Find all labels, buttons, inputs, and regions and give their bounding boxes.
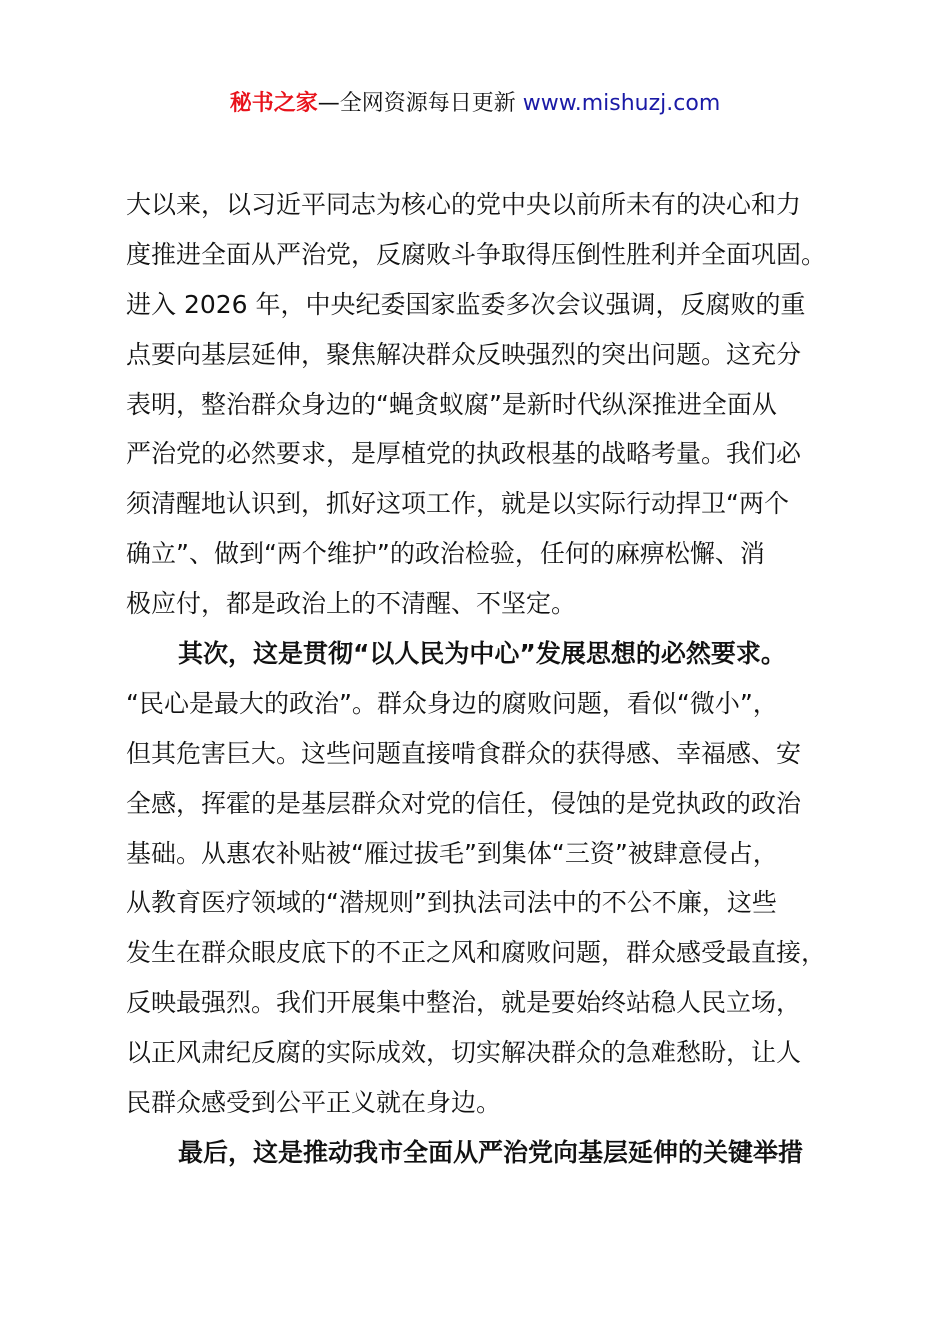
text-line: 度推进全面从严治党，反腐败斗争取得压倒性胜利并全面巩固。: [126, 239, 827, 269]
text-line: 点要向基层延伸，聚焦解决群众反映强烈的突出问题。这充分: [126, 339, 802, 369]
text-line: 极应付，都是政治上的不清醒、不坚定。: [126, 589, 577, 619]
website-link[interactable]: www.mishuzj.com: [522, 91, 721, 116]
brand-name: 秘书之家: [229, 91, 318, 116]
text-line: 但其危害巨大。这些问题直接啃食群众的获得感、幸福感、安: [126, 738, 802, 768]
text-line: 民群众感受到公平正义就在身边。: [126, 1088, 502, 1118]
text-line: “民心是最大的政治”。群众身边的腐败问题，看似“微小”，: [126, 688, 778, 718]
document-body: [126, 186, 856, 1184]
text-line: 严治党的必然要求，是厚植党的执政根基的战略考量。我们必: [126, 439, 802, 469]
text-line: 从教育医疗领域的“潜规则”到执法司法中的不公不廉，这些: [126, 888, 777, 918]
text-line: 进入 2026 年，中央纪委国家监委多次会议强调，反腐败的重: [126, 289, 806, 319]
text-line: 以正风肃纪反腐的实际成效，切实解决群众的急难愁盼，让人: [126, 1038, 802, 1068]
section-heading-last: 最后，这是推动我市全面从严治党向基层延伸的关键举措: [178, 1137, 804, 1167]
text-line: 大以来，以习近平同志为核心的党中央以前所未有的决心和力: [126, 190, 802, 219]
text-line: 全感，挥霍的是基层群众对党的信任，侵蚀的是党执政的政治: [126, 788, 802, 818]
text-line: 发生在群众眼皮底下的不正之风和腐败问题，群众感受最直接，: [126, 938, 827, 968]
section-heading-second: 其次，这是贯彻“以人民为中心”发展思想的必然要求。: [178, 639, 786, 669]
header-tagline: —全网资源每日更新: [317, 91, 523, 116]
text-line: 表明，整治群众身边的“蝇贪蚁腐”是新时代纵深推进全面从: [126, 389, 777, 419]
text-line: 须清醒地认识到，抓好这项工作，就是以实际行动捍卫“两个: [126, 489, 789, 519]
document-header: [0, 88, 950, 120]
text-line: 确立”、做到“两个维护”的政治检验，任何的麻痹松懈、消: [126, 539, 765, 569]
text-line: 反映最强烈。我们开展集中整治，就是要始终站稳人民立场，: [126, 988, 802, 1018]
text-line: 基础。从惠农补贴被“雁过拔毛”到集体“三资”被肆意侵占，: [126, 838, 778, 868]
